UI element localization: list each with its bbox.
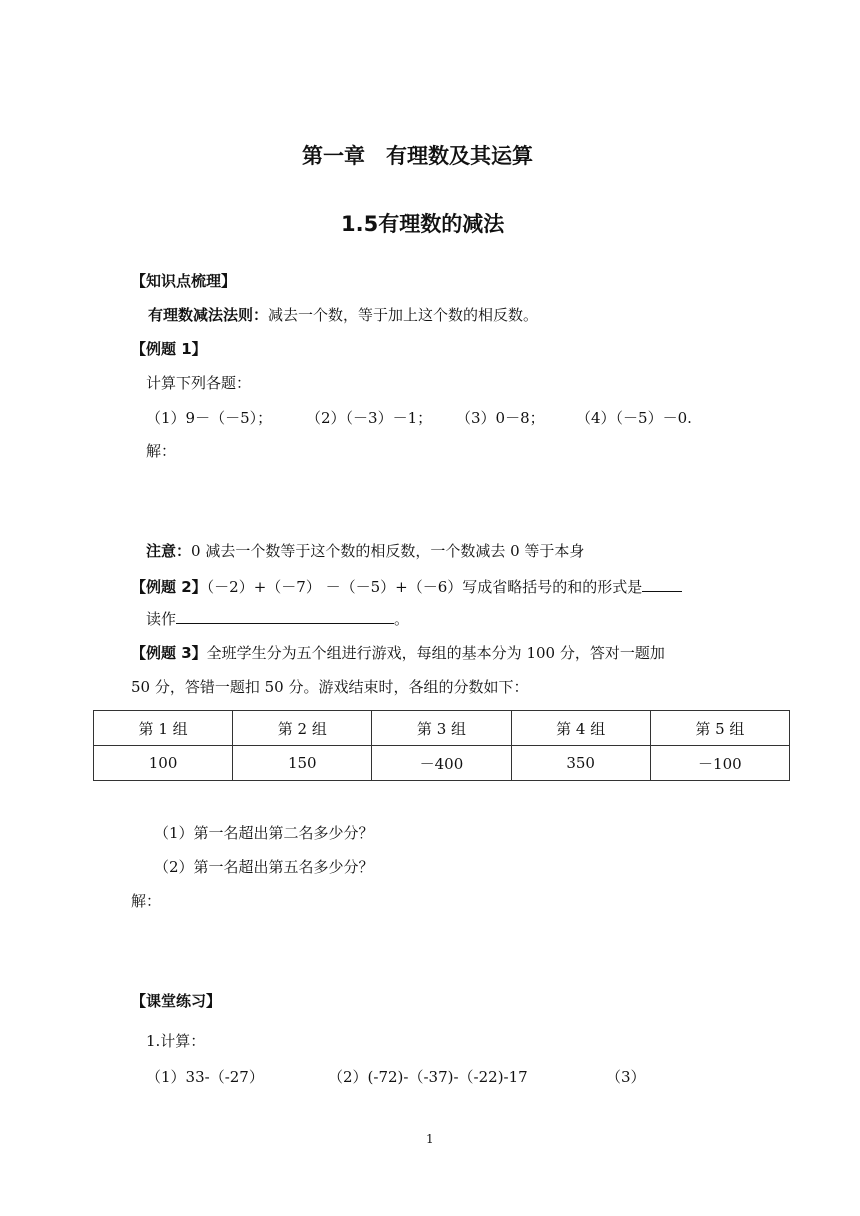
example3-answer-label: 解： (131, 892, 162, 910)
subtraction-rule (148, 304, 538, 325)
example3-heading: 【例题 3】 (131, 644, 207, 662)
table-cell: 100 (94, 746, 233, 781)
example2-blank-1 (642, 577, 682, 592)
table-header-cell: 第 4 组 (511, 711, 650, 746)
section-title: 1.5有理数的减法 (341, 212, 505, 236)
example3-line1 (131, 642, 665, 663)
table-cell: －400 (372, 746, 511, 781)
example1-answer-label: 解： (146, 442, 177, 460)
practice-heading: 【课堂练习】 (131, 992, 222, 1010)
example2-heading: 【例题 2】 (131, 578, 207, 596)
table-header-row (94, 711, 790, 746)
example2-read-end: 。 (394, 610, 410, 628)
example2-text: （－2）+（－7） －（－5）+（－6）写成省略括号的和的形式是 (206, 578, 643, 596)
example2 (131, 576, 682, 597)
note-label: 注意： (146, 542, 192, 560)
page-number: 1 (426, 1132, 434, 1146)
group-scores-table (93, 710, 790, 781)
example1-item-4: （4）（－5）－0. (576, 409, 692, 427)
practice-part-2: （2）(-72)-（-37)-（-22)-17 (328, 1068, 528, 1086)
example1-heading: 【例题 1】 (131, 340, 207, 358)
example3-question-1: （1）第一名超出第二名多少分？ (154, 824, 374, 842)
note (146, 540, 584, 561)
table-header-cell: 第 5 组 (650, 711, 789, 746)
table-cell: 350 (511, 746, 650, 781)
table-cell: －100 (650, 746, 789, 781)
rule-text: 减去一个数，等于加上这个数的相反数。 (268, 306, 539, 324)
example2-read-line (146, 608, 409, 629)
table-row (94, 746, 790, 781)
example3-question-2: （2）第一名超出第五名多少分？ (154, 858, 374, 876)
example3-text1: 全班学生分为五个组进行游戏，每组的基本分为 100 分，答对一题加 (206, 644, 665, 662)
example1-item-2: （2）（－3）－1； (306, 409, 433, 427)
practice-part-3: （3） (606, 1068, 646, 1086)
table-header-cell: 第 1 组 (94, 711, 233, 746)
example2-blank-2 (176, 609, 394, 624)
table-header-cell: 第 3 组 (372, 711, 511, 746)
practice-part-1: （1）33-（-27） (146, 1068, 264, 1086)
knowledge-heading: 【知识点梳理】 (131, 272, 237, 290)
example2-read-label: 读作 (146, 610, 177, 628)
example3-text2: 50 分，答错一题扣 50 分。游戏结束时，各组的分数如下： (131, 678, 529, 696)
practice-item-1: 1.计算： (146, 1032, 206, 1050)
example1-prompt: 计算下列各题： (146, 374, 252, 392)
table-header-cell: 第 2 组 (233, 711, 372, 746)
table-cell: 150 (233, 746, 372, 781)
example1-item-1: （1）9－（－5）； (146, 409, 273, 427)
note-text: 0 减去一个数等于这个数的相反数，一个数减去 0 等于本身 (191, 542, 585, 560)
example1-item-3: （3）0－8； (456, 409, 545, 427)
chapter-title: 第一章 有理数及其运算 (302, 144, 533, 168)
rule-label: 有理数减法法则： (148, 306, 269, 324)
